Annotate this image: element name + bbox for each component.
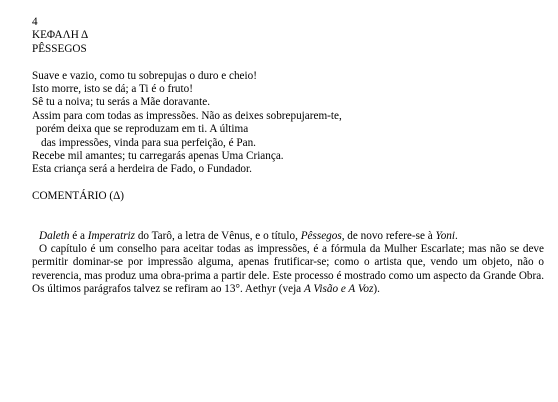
text-run: de novo refere-se à <box>344 229 436 242</box>
text-run: ). <box>373 283 380 296</box>
poem-line: Sê tu a noiva; tu serás a Mãe doravante. <box>32 96 211 109</box>
poem-line: Assim para com todas as impressões. Não as deixes sobrepujarem-te, <box>32 109 342 122</box>
term-pessegos: Pêssegos, <box>300 229 345 242</box>
term-imperatriz: Imperatriz <box>87 229 136 242</box>
text-run: do Tarô, a letra de Vênus, e o título, <box>135 229 301 242</box>
commentary-heading: COMENTÁRIO (Δ) <box>32 190 125 203</box>
chapter-subtitle: PÊSSEGOS <box>32 42 87 55</box>
poem-line: Recebe mil amantes; tu carregarás apenas Uma Criança. <box>32 150 284 163</box>
commentary-paragraph-2 <box>32 243 544 297</box>
book-title-visao: A Visão e A Voz <box>303 283 374 296</box>
text-run: O capítulo é um conselho para aceitar todas as impressões, é a fórmula da Mulher Escarlate; mas não se deve permitir dominar-se por impressão alguma, apenas frutificar-se; como o artista que, vendo um objeto, não o reverencia, mas produz uma obra-prima a partir dele. Este processo é mostrado como um aspecto da Grande Obra. Os últimos parágrafos talvez se refiram ao 13°. Aethyr (veja <box>32 243 544 296</box>
poem-line: porém deixa que se reproduzam em ti. A última <box>36 123 249 136</box>
poem-line: Esta criança será a herdeira de Fado, o Fundador. <box>32 163 252 176</box>
term-daleth: Daleth <box>39 229 70 242</box>
poem-line: Suave e vazio, como tu sobrepujas o duro e cheio! <box>32 69 257 82</box>
poem-line: das impressões, vinda para sua perfeição, é Pan. <box>41 136 256 149</box>
chapter-number: 4 <box>32 16 38 28</box>
poem-line: Isto morre, isto se dá; a Ti é o fruto! <box>32 83 193 96</box>
poem <box>32 70 544 177</box>
text-run: é a <box>69 229 88 242</box>
chapter-greek-title: ΚΕΦΑΛΗ Δ <box>32 29 89 42</box>
document-page <box>32 16 544 297</box>
text-run: . <box>455 229 458 242</box>
commentary-paragraph-1 <box>32 230 544 243</box>
term-yoni: Yoni <box>435 229 456 242</box>
